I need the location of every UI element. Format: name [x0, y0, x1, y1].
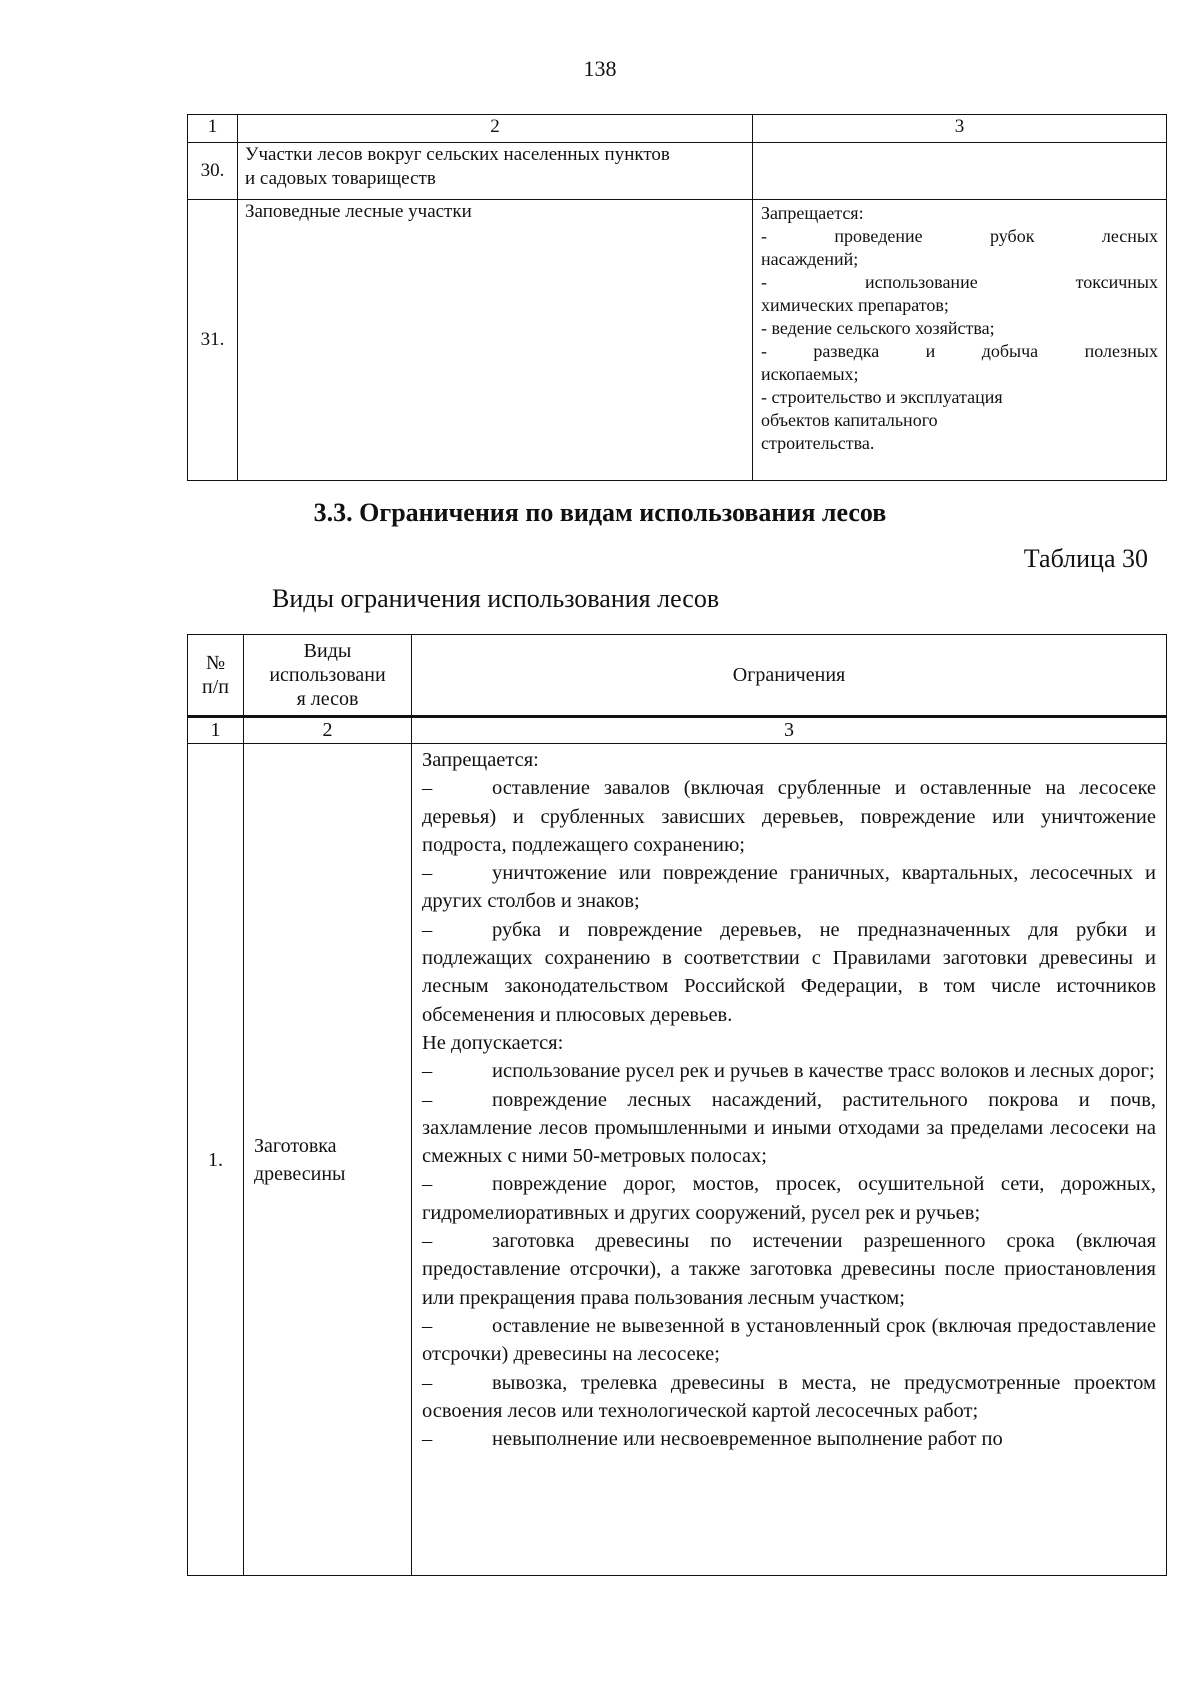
restriction-line: - использование токсичных: [761, 272, 1158, 292]
restriction-item: [422, 859, 1156, 916]
restriction-item: [422, 1227, 1156, 1312]
dash-marker: –: [422, 1230, 433, 1253]
dash-marker: –: [422, 1088, 433, 1111]
restriction-line: насаждений;: [761, 249, 859, 269]
dash-marker: –: [422, 1371, 433, 1394]
restriction-text: повреждение дорог, мостов, просек, осушительной сети, дорожных, гидромелиоративных и других сооружений, русел рек и ручьев;: [422, 1173, 1156, 1224]
restriction-text: повреждение лесных насаждений, растительного покрова и почв, захламление лесов промышленными и иными отходами за пределами лесосеки на смежных с ними 50-метровых полосах;: [422, 1088, 1156, 1168]
dash-marker: –: [422, 1173, 433, 1196]
row-number: 31.: [188, 200, 238, 481]
row-name: Заповедные лесные участки: [238, 200, 753, 481]
header-restrictions-cell: Ограничения: [412, 635, 1167, 717]
header-kind-cell: [244, 635, 412, 717]
table-header-row: [188, 115, 1167, 143]
restriction-item: [422, 1170, 1156, 1227]
row-restrictions: [753, 200, 1167, 481]
table-row: [188, 744, 1167, 1576]
restriction-line: строительства.: [761, 433, 875, 453]
restriction-text: использование русел рек и ручьев в качестве трасс волоков и лесных дорог;: [492, 1060, 1155, 1083]
restriction-item: [422, 774, 1156, 859]
header-text: я лесов: [296, 688, 359, 710]
restriction-item: [422, 1312, 1156, 1369]
table-caption: Виды ограничения использования лесов: [272, 584, 720, 613]
restriction-text: невыполнение или несвоевременное выполнение работ по: [492, 1428, 1003, 1451]
table-row: [188, 200, 1167, 481]
page-number: 138: [583, 56, 617, 81]
restriction-line: - проведение рубок лесных: [761, 226, 1158, 246]
restriction-text: рубка и повреждение деревьев, не предназначенных для рубки и подлежащих сохранению в соответствии с Правилами заготовки древесины и лесным законодательством Российской Федерации, в том числе источников обсеменения и плюсовых деревьев.: [422, 918, 1156, 1026]
forbidden-heading: Запрещается:: [422, 749, 539, 771]
header-text: №: [205, 652, 226, 674]
not-allowed-heading: Не допускается:: [422, 1031, 564, 1054]
table-header-row: [188, 635, 1167, 717]
header-cell: 1: [188, 115, 238, 143]
restriction-item: [422, 1086, 1156, 1171]
restriction-item: [422, 1425, 1156, 1453]
column-index-row: [188, 717, 1167, 744]
header-cell: 3: [753, 115, 1167, 143]
forest-use-restrictions-table: [187, 634, 1167, 1576]
header-text: Виды: [303, 640, 352, 662]
dash-marker: –: [422, 1060, 433, 1083]
restriction-line: ископаемых;: [761, 364, 859, 384]
restriction-item: [422, 916, 1156, 1029]
index-cell: 2: [244, 717, 412, 744]
header-cell: 2: [238, 115, 753, 143]
row-restrictions: [753, 143, 1167, 200]
dash-marker: –: [422, 1428, 433, 1451]
row-kind: [244, 744, 412, 1576]
restriction-text: уничтожение или повреждение граничных, квартальных, лесосечных и других столбов и знаков;: [422, 862, 1156, 913]
restriction-text: заготовка древесины по истечении разрешенного срока (включая предоставление отсрочки), а также заготовка древесины после приостановления или прекращения права пользования лесным участком;: [422, 1230, 1156, 1309]
table-row: [188, 143, 1167, 200]
restriction-line: химических препаратов;: [761, 295, 949, 315]
restriction-line: объектов капитального: [761, 410, 938, 430]
restrictions-table-continued: [187, 114, 1167, 481]
restriction-line: Запрещается:: [761, 203, 864, 223]
row-kind-line: Заготовка: [254, 1134, 337, 1157]
restriction-line: - разведка и добыча полезных: [761, 341, 1158, 361]
restriction-text: вывозка, трелевка древесины в места, не предусмотренные проектом освоения лесов или технологической картой лесосечных работ;: [422, 1371, 1156, 1422]
restriction-item: [422, 1369, 1156, 1426]
header-text: использовани: [269, 664, 386, 686]
header-number-cell: [188, 635, 244, 717]
row-number: 1.: [188, 744, 244, 1576]
restriction-line: - строительство и эксплуатация: [761, 387, 1003, 407]
row-restrictions: [412, 744, 1167, 1576]
row-kind-line: древесины: [254, 1162, 346, 1185]
row-name-line: Участки лесов вокруг сельских населенных пунктов: [245, 144, 670, 165]
index-cell: 3: [412, 717, 1167, 744]
header-text: п/п: [202, 676, 229, 698]
row-number: 30.: [188, 143, 238, 200]
row-name: [238, 143, 753, 200]
dash-marker: –: [422, 918, 433, 941]
index-cell: 1: [188, 717, 244, 744]
dash-marker: –: [422, 862, 433, 885]
dash-marker: –: [422, 777, 433, 800]
restriction-item: [422, 1057, 1156, 1085]
restriction-text: оставление завалов (включая срубленные и оставленные на лесосеке деревья) и срубленных зависших деревьев, повреждение или уничтожение подроста, подлежащего сохранению;: [422, 777, 1156, 856]
row-name-line: и садовых товариществ: [245, 168, 436, 189]
dash-marker: –: [422, 1314, 433, 1337]
table-label: Таблица 30: [1023, 544, 1148, 573]
restriction-text: оставление не вывезенной в установленный срок (включая предоставление отсрочки) древесины на лесосеке;: [422, 1314, 1156, 1366]
section-title: 3.3. Ограничения по видам использования лесов: [313, 498, 887, 527]
restriction-line: - ведение сельского хозяйства;: [761, 318, 995, 338]
